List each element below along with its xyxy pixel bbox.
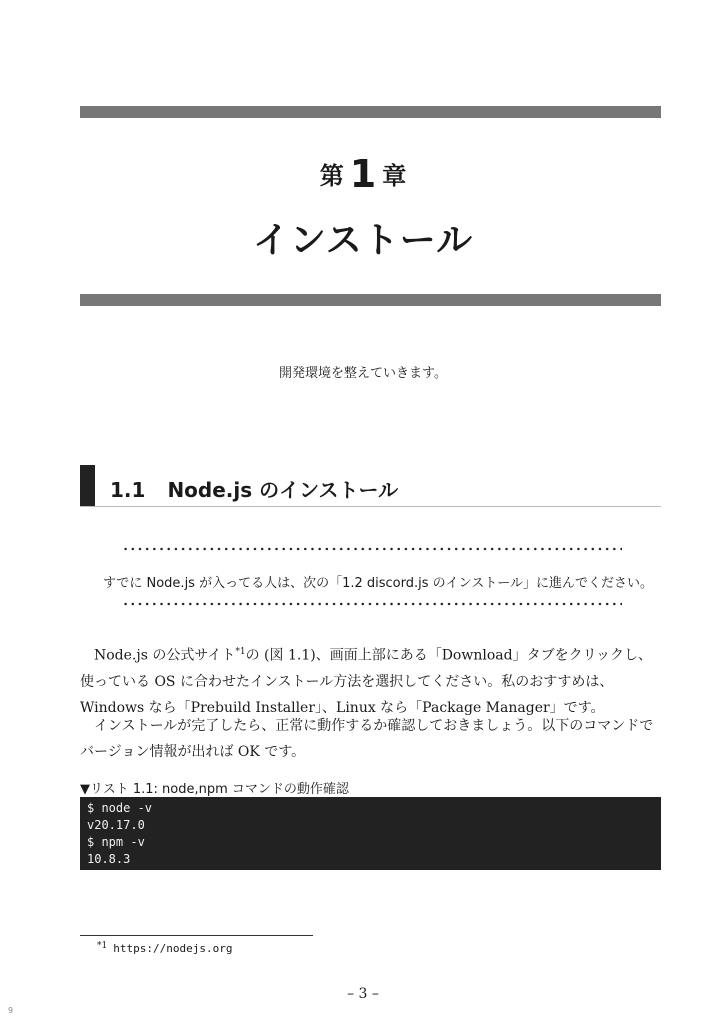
code-line: $ node -v	[87, 801, 153, 815]
paragraph-1-part-a: Node.js の公式サイト	[94, 647, 236, 664]
footnote-url[interactable]: https://nodejs.org	[113, 942, 233, 955]
chapter-bottom-rule	[80, 294, 661, 306]
footnote-ref: *1	[235, 647, 246, 657]
section-marker	[80, 465, 95, 506]
paragraph-2: インストールが完了したら、正常に動作するか確認しておきましょう。以下のコマンドでバージョン情報が出れば OK です。	[80, 718, 654, 760]
chapter-title: インストール	[252, 220, 474, 261]
chapter-suffix: 章	[382, 162, 407, 190]
note-top-dots	[122, 547, 622, 551]
code-block	[80, 797, 661, 870]
code-line: 10.8.3	[87, 852, 131, 866]
note-bottom-dots	[122, 602, 622, 606]
section-title-text: Node.js のインストール	[167, 478, 399, 502]
chapter-lead: 開発環境を整えていきます。	[279, 366, 447, 381]
chapter-prefix: 第	[319, 162, 344, 190]
chapter-number	[0, 152, 726, 196]
section-number: 1.1	[110, 478, 146, 502]
paragraph-1	[80, 639, 665, 721]
note-text: すでに Node.js が入ってる人は、次の「1.2 discord.js のインストール」に進んでください。	[102, 576, 653, 591]
page-number: – 3 –	[347, 986, 379, 1002]
code-line: v20.17.0	[87, 818, 145, 832]
code-line: $ npm -v	[87, 835, 145, 849]
chapter-number-value: 1	[349, 152, 377, 196]
corner-number: 9	[8, 1006, 14, 1015]
listing-caption: ▼リスト 1.1: node,npm コマンドの動作確認	[80, 782, 349, 797]
footnote	[97, 941, 232, 955]
chapter-top-rule	[80, 106, 661, 118]
footnote-mark: *1	[97, 941, 108, 951]
section-heading	[80, 465, 661, 507]
paragraph-1-part-b: の (図 1.1)、画面上部にある「Download」タブをクリックし、使っている OS に合わせたインストール方法を選択してください。私のおすすめは、Windows なら「Prebuild Installer」、Linux なら「Package Manager」です。	[80, 647, 653, 716]
footnote-rule	[80, 935, 313, 936]
section-title	[110, 474, 398, 503]
